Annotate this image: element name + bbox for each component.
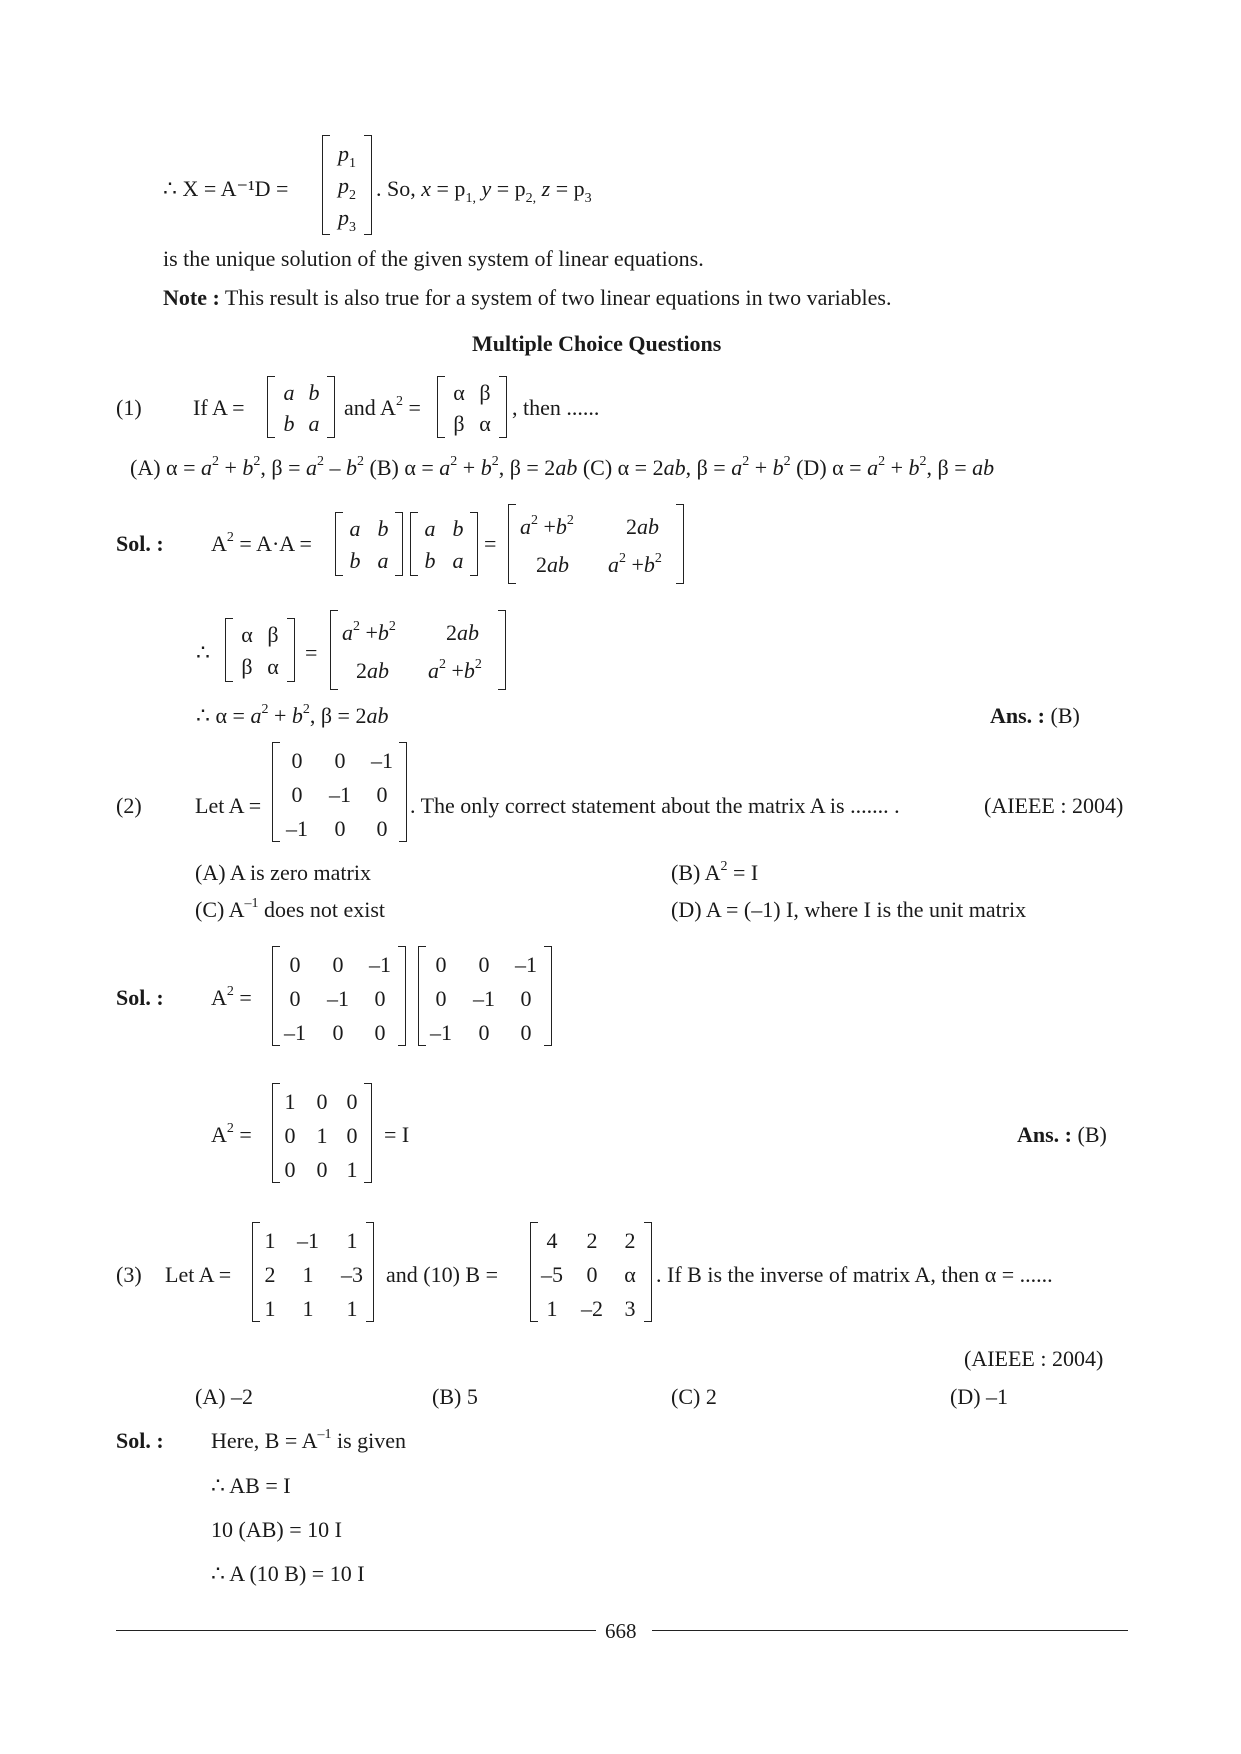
q2-exam: (AIEEE : 2004): [984, 793, 1124, 818]
q1-if-a: If A =: [193, 395, 245, 420]
q3-option-b: (B) 5: [432, 1384, 478, 1409]
matrix-cell: β: [267, 622, 279, 647]
q2-sol-matrix-2: [418, 946, 552, 1046]
matrix-cell: 0: [478, 952, 490, 977]
matrix-cell: 2ab: [446, 620, 479, 645]
matrix-cell: 1: [346, 1157, 358, 1182]
matrix-cell: 3: [624, 1296, 636, 1321]
matrix-cell: 4: [546, 1228, 558, 1253]
q3-exam: (AIEEE : 2004): [964, 1346, 1104, 1371]
footer-rule-right: [652, 1630, 1128, 1631]
q3-statement: . If B is the inverse of matrix A, then α = ......: [656, 1262, 1053, 1287]
matrix-cell: α: [479, 411, 491, 436]
p-vector: [322, 135, 372, 235]
matrix-cell: 0: [435, 986, 447, 1011]
therefore-symbol: ∴: [196, 640, 210, 665]
matrix-cell: –1: [329, 782, 351, 807]
matrix-cell: 1: [302, 1262, 314, 1287]
q3-option-d: (D) –1: [950, 1384, 1009, 1409]
matrix-cell: β: [453, 411, 465, 436]
q2-option-b: (B) $A^2 = I$: [671, 859, 759, 885]
matrix-cell: 0: [478, 1020, 490, 1045]
q2-sol-matrix-1: [272, 946, 406, 1046]
note-label: Note :: [163, 285, 220, 310]
matrix-cell: 0: [332, 952, 344, 977]
matrix-cell: 2: [624, 1228, 636, 1253]
q2-a2-label: $A^2$ =: [211, 984, 252, 1010]
matrix-cell: 0: [284, 1157, 296, 1182]
q1-answer: Ans. : (B): [990, 703, 1080, 728]
matrix-cell: –1: [284, 1020, 306, 1045]
q3-sol-line-3: 10 (AB) = 10 I: [211, 1517, 342, 1542]
matrix-cell: 0: [346, 1123, 358, 1148]
q1-and-a2: and $A^2$ =: [344, 394, 421, 420]
matrix-cell: a: [377, 548, 389, 573]
q1-line2-result: [330, 610, 506, 690]
matrix-cell: 0: [291, 748, 303, 773]
matrix-cell: α: [241, 622, 253, 647]
q1-sol-label: Sol. :: [116, 531, 164, 556]
q1-then: , then ......: [512, 395, 600, 420]
matrix-cell: –1: [430, 1020, 452, 1045]
matrix-cell: 0: [316, 1157, 328, 1182]
matrix-cell: 2ab: [626, 514, 659, 539]
page-number: 668: [605, 1619, 637, 1643]
matrix-cell: 0: [346, 1089, 358, 1114]
matrix-cell: 2: [586, 1228, 598, 1253]
q1-sol-matrix-1: [335, 512, 403, 576]
q2-sol-label: Sol. :: [116, 985, 164, 1010]
matrix-cell: 1: [316, 1123, 328, 1148]
matrix-cell: 0: [376, 782, 388, 807]
matrix-cell: a: [349, 516, 361, 541]
q3-sol-line-1: Here, $B = A^{-1}$ is given: [211, 1427, 407, 1453]
q3-and-b: and (10) B =: [386, 1262, 498, 1287]
matrix-cell: b: [377, 516, 389, 541]
matrix-cell: β: [479, 380, 491, 405]
matrix-cell: a: [283, 380, 295, 405]
matrix-cell: 0: [376, 816, 388, 841]
q2-answer: Ans. : (B): [1017, 1122, 1107, 1147]
matrix-cell: 0: [284, 1123, 296, 1148]
matrix-cell: –5: [541, 1262, 563, 1287]
equals-sign: =: [305, 640, 318, 665]
matrix-cell: 0: [316, 1089, 328, 1114]
intro-unique: is the unique solution of the given system of linear equations.: [163, 246, 704, 271]
q2-equals-i: = I: [384, 1122, 410, 1147]
q2-statement: . The only correct statement about the matrix A is ....... .: [410, 793, 900, 818]
q1-number: (1): [116, 395, 142, 420]
q1-line2-matrix: [225, 618, 295, 682]
q2-option-d: (D) A = (–1) I, where I is the unit matrix: [671, 897, 1027, 922]
q3-sol-label: Sol. :: [116, 1428, 164, 1453]
q1-matrix-a: [267, 376, 335, 438]
equals-sign: =: [484, 531, 497, 556]
matrix-cell: 0: [289, 986, 301, 1011]
matrix-cell: 1: [546, 1296, 558, 1321]
matrix-cell: 0: [374, 1020, 386, 1045]
q3-option-c: (C) 2: [671, 1384, 717, 1409]
matrix-cell: 0: [435, 952, 447, 977]
matrix-cell: a: [308, 411, 320, 436]
matrix-cell: α: [624, 1262, 636, 1287]
q1-conclusion: ∴ $\alpha = a^2 + b^2$, β = 2ab: [196, 702, 389, 728]
section-title: Multiple Choice Questions: [472, 331, 722, 356]
q3-sol-line-2: ∴ AB = I: [211, 1473, 291, 1498]
q2-option-a: (A) A is zero matrix: [195, 860, 371, 885]
matrix-cell: 1: [346, 1228, 358, 1253]
matrix-cell: $p_3$: [338, 205, 356, 235]
matrix-cell: a: [452, 548, 464, 573]
q2-let-a: Let A =: [195, 793, 262, 818]
matrix-cell: –1: [369, 952, 391, 977]
q1-sol-result: [508, 504, 684, 584]
matrix-cell: 1: [264, 1228, 276, 1253]
matrix-cell: b: [349, 548, 361, 573]
matrix-cell: $a^2 +b^2$: [608, 551, 662, 577]
q2-matrix-a: [272, 742, 407, 842]
q3-let-a: Let A =: [165, 1262, 232, 1287]
matrix-cell: $p_2$: [338, 173, 356, 203]
matrix-cell: α: [453, 380, 465, 405]
q3-number: (3): [116, 1262, 142, 1287]
matrix-cell: 0: [334, 816, 346, 841]
matrix-cell: 0: [332, 1020, 344, 1045]
matrix-cell: $p_1$: [338, 141, 356, 171]
matrix-cell: 2: [264, 1262, 276, 1287]
matrix-cell: 2ab: [536, 552, 569, 577]
q3-matrix-b: [530, 1222, 652, 1322]
matrix-cell: 1: [264, 1296, 276, 1321]
matrix-cell: –3: [341, 1262, 363, 1287]
q1-sol-matrix-2: [410, 512, 478, 576]
matrix-cell: –1: [286, 816, 308, 841]
intro-therefore-eq: ∴ X = A⁻¹D =: [163, 176, 289, 201]
matrix-cell: 0: [289, 952, 301, 977]
matrix-cell: 0: [374, 986, 386, 1011]
q2-identity-matrix: [272, 1083, 372, 1183]
matrix-cell: 0: [291, 782, 303, 807]
matrix-cell: β: [241, 654, 253, 679]
matrix-cell: 0: [334, 748, 346, 773]
matrix-cell: b: [308, 380, 320, 405]
matrix-cell: 0: [520, 1020, 532, 1045]
q3-sol-line-4: ∴ A (10 B) = 10 I: [211, 1561, 365, 1586]
q2-a2-label-2: $A^2$ =: [211, 1121, 252, 1147]
matrix-cell: 2ab: [356, 658, 389, 683]
matrix-cell: b: [424, 548, 436, 573]
q1-options: (A) $\alpha = a^2 + b^2$, $\beta = a^2 - b^2$ (B) $\alpha = a^2 + b^2$, β = 2ab (C) α = 2ab, $\beta = a^2 + b^2$ (D) $\alpha = a^2 + b^2$, β = ab: [130, 454, 995, 480]
footer-rule-left: [116, 1630, 596, 1631]
matrix-cell: 1: [302, 1296, 314, 1321]
matrix-cell: b: [283, 411, 295, 436]
q1-sol-eq: $A^2 = A\cdot A$ =: [211, 530, 312, 556]
matrix-cell: –1: [371, 748, 393, 773]
matrix-cell: –1: [297, 1228, 319, 1253]
q2-number: (2): [116, 793, 142, 818]
matrix-cell: b: [452, 516, 464, 541]
matrix-cell: 0: [520, 986, 532, 1011]
note: [163, 285, 892, 311]
intro-so-text: . So, $x = p_{1,}$ $y = p_{2,}$ $z = p_3$: [376, 176, 592, 206]
matrix-cell: $a^2 +b^2$: [428, 657, 482, 683]
q2-option-c: (C) $A^{-1}$ does not exist: [195, 896, 385, 922]
note-text: This result is also true for a system of two linear equations in two variables.: [224, 285, 892, 310]
matrix-cell: –1: [473, 986, 495, 1011]
matrix-cell: $a^2 +b^2$: [520, 513, 574, 539]
matrix-cell: 1: [346, 1296, 358, 1321]
matrix-cell: 0: [586, 1262, 598, 1287]
matrix-cell: a: [424, 516, 436, 541]
matrix-cell: 1: [284, 1089, 296, 1114]
matrix-cell: $a^2 +b^2$: [342, 619, 396, 645]
q3-matrix-a: [252, 1222, 374, 1322]
matrix-cell: –2: [581, 1296, 603, 1321]
q3-option-a: (A) –2: [195, 1384, 254, 1409]
matrix-cell: α: [267, 654, 279, 679]
matrix-cell: –1: [515, 952, 537, 977]
q1-matrix-a2: [437, 376, 507, 438]
matrix-cell: –1: [327, 986, 349, 1011]
